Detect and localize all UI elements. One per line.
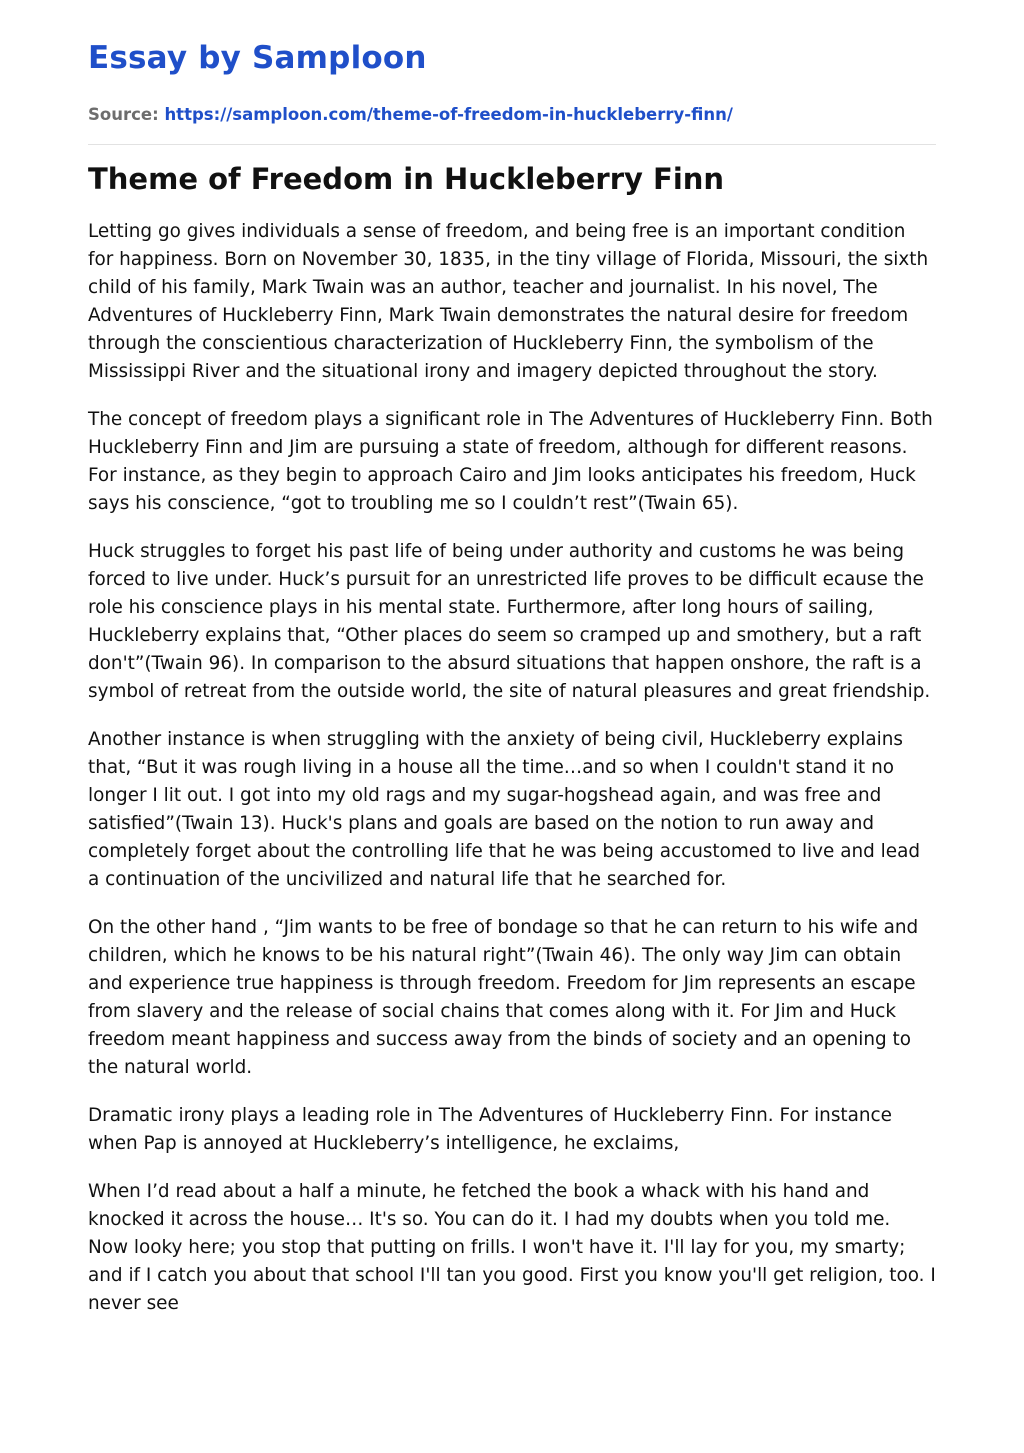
paragraph: Huck struggles to forget his past life of being under authority and customs he was being forced to live under. Huck’s pursuit for an unrestricted life proves to be difficult ecause the role his conscience plays in his mental state. Furthermore, after long hours of sailing, Huckleberry explains that, “Other places do seem so cramped up and smothery, but a raft don't”(Twain 96). In comparison to the absurd situations that happen onshore, the raft is a symbol of retreat from the outside world, the site of natural pleasures and great friendship. [88, 541, 931, 702]
paragraph: Letting go gives individuals a sense of freedom, and being free is an important condition for happiness. Born on November 30, 1835, in the tiny village of Florida, Missouri, the sixth child of his family, Mark Twain was an author, teacher and journalist. In his novel, The Adventures of Huckleberry Finn, Mark Twain demonstrates the natural desire for freedom through the conscientious characterization of Huckleberry Finn, the symbolism of the Mississippi River and the situational irony and imagery depicted throughout the story. [88, 221, 929, 382]
source-link[interactable]: https://samploon.com/theme-of-freedom-in-huckleberry-finn/ [164, 105, 733, 124]
site-brand[interactable]: Essay by Samploon [88, 40, 427, 76]
paragraph: When I’d read about a half a minute, he fetched the book a whack with his hand and knocked it across the house… It's so. You can do it. I had my doubts when you told me. Now looky here; you stop that putting on frills. I won't have it. I'll lay for you, my smarty; and if I catch you about that school I'll tan you good. First you know you'll get religion, too. I never see [88, 1181, 936, 1314]
paragraph: On the other hand , “Jim wants to be free of bondage so that he can return to his wife and children, which he knows to be his natural right”(Twain 46). The only way Jim can obtain and experience true happiness is through freedom. Freedom for Jim represents an escape from slavery and the release of social chains that comes along with it. For Jim and Huck freedom meant happiness and success away from the binds of society and an opening to the natural world. [88, 917, 919, 1078]
paragraph: Dramatic irony plays a leading role in The Adventures of Huckleberry Finn. For instance when Pap is annoyed at Huckleberry’s intelligence, he exclaims, [88, 1105, 892, 1154]
paragraph: The concept of freedom plays a significant role in The Adventures of Huckleberry Finn. Both Huckleberry Finn and Jim are pursuing a state of freedom, although for different reasons. For instance, as they begin to approach Cairo and Jim looks anticipates his freedom, Huck says his conscience, “got to troubling me so I couldn’t rest”(Twain 65). [88, 409, 933, 514]
header-divider [88, 144, 936, 145]
essay-title: Theme of Freedom in Huckleberry Finn [88, 162, 725, 196]
essay-page [88, 0, 936, 1338]
source-label: Source: [88, 105, 159, 124]
paragraph: Another instance is when struggling with the anxiety of being civil, Huckleberry explains that, “But it was rough living in a house all the time…and so when I couldn't stand it no longer I lit out. I got into my old rags and my sugar-hogshead again, and was free and satisfied”(Twain 13). Huck's plans and goals are based on the notion to run away and completely forget about the controlling life that he was being accustomed to live and lead a continuation of the uncivilized and natural life that he searched for. [88, 729, 921, 890]
source-line [88, 104, 936, 126]
essay-body [88, 218, 936, 1318]
